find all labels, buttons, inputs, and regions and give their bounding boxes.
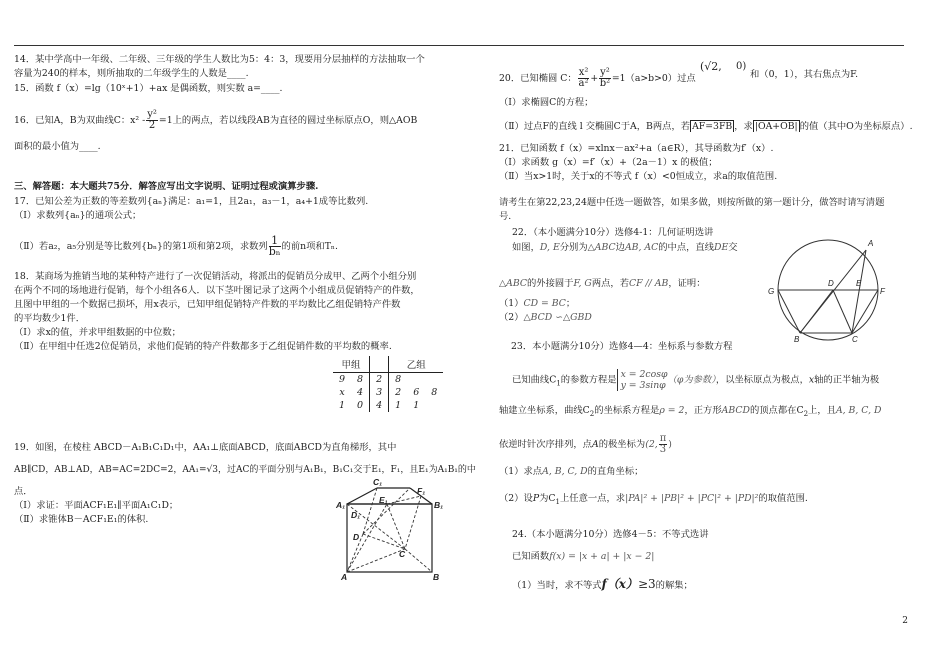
leaf: 8	[431, 387, 438, 398]
prism-edge	[347, 488, 377, 504]
line-gb	[778, 290, 800, 333]
question-20-part1: （Ⅰ）求椭圆C的方程；	[499, 97, 594, 108]
label-C: C	[399, 549, 406, 559]
question-14-cont: 容量为240的样本，则所抽取的二年级学生的人数是____.	[14, 68, 249, 79]
question-19-part1: （Ⅰ）求证：平面ACF₁E₁∥平面A₁C₁D；	[14, 500, 179, 511]
leaf: 1	[413, 400, 420, 411]
fraction-x2-a2: $\frac{\text{x²}}{\text{a²}}$	[578, 67, 589, 89]
leaf: 9	[339, 374, 346, 385]
stem: 3	[370, 386, 389, 399]
choice-note-cont: 号.	[499, 211, 512, 222]
question-16-cont: 面积的最小值为____.	[14, 141, 101, 152]
leaf: 4	[357, 387, 364, 398]
question-17: 17．已知公差为正数的等差数列{aₙ}满足：a₁=1，且2a₁，a₃－1，a₄+1成等比数列.	[14, 196, 369, 207]
question-19-line2: AB∥CD，AB⊥AD，AB=AC=2DC=2，AA₁=√3，过AC的平面分别与A₁B₁，B₁C₁交于E₁，F₁，且E₁为A₁B₁的中	[14, 465, 476, 475]
hidden-edge	[405, 549, 432, 572]
question-18: 18．某商场为推销当地的某种特产进行了一次促销活动，将派出的促销员分成甲、乙两个小组分别	[14, 271, 417, 282]
prism-figure	[335, 474, 445, 582]
vector-oa-ob: |OA+OB|	[754, 121, 798, 132]
point-sqrt2: (√2,	[700, 60, 722, 73]
question-21: 21．已知函数 f（x）=xlnx－ax²+a（a∈R），其导函数为f′（x）.	[499, 143, 774, 154]
label-C1: C₁	[373, 477, 383, 487]
label-G: G	[768, 287, 775, 296]
question-21-part2: （Ⅱ）当x>1时，关于x的不等式 f（x）<0恒成立，求a的取值范围.	[499, 171, 778, 182]
question-23-line2: 轴建立坐标系，曲线$C_2$的坐标系方程是ρ = 2，正方形ABCD的顶点都在$C_2$上，且A, B, C, D	[499, 405, 882, 418]
leaf: 8	[395, 374, 402, 385]
question-23-line1: 已知曲线$C_1$的参数方程是 x = 2cosφ y = 3sinφ （φ为参数），以坐标原点为极点，x轴的正半轴为极	[512, 369, 880, 391]
question-18-part1: （Ⅰ）求x的值，并求甲组数据的中位数；	[14, 327, 181, 338]
label-E: E	[856, 279, 862, 288]
question-18-line4: 的平均数少1件．	[14, 313, 85, 324]
point-zero: 0)	[736, 61, 747, 72]
question-16: 16．已知A，B为双曲线C：x² - $\frac{\text{y²}}{2}$ =1上的两点，若以线段AB为直径的圆过坐标原点O，则△AOB	[14, 109, 418, 131]
question-14: 14．某中学高中一年级、二年级、三年级的学生人数比为5：4：3，现要用分层抽样的方法抽取一个	[14, 54, 425, 65]
question-24: 24.（本小题满分10分）选修4－5：不等式选讲	[512, 529, 709, 540]
question-18-line2: 在两个不同的场地进行促销，每个小组各6人．以下茎叶图记录了这两个小组成员促销特产的件数，	[14, 285, 420, 296]
question-22-part2: （2）△BCD ∽△GBD	[499, 312, 592, 323]
label-A: A	[341, 572, 348, 582]
question-20-part2: （Ⅱ）过点F的直线 l 交椭圆C于A，B两点，若 AF=3FB ，求 |OA+OB| 的值（其中O为坐标原点）.	[499, 121, 913, 132]
stem: 4	[370, 399, 389, 412]
question-15: 15．函数 f（x）=lg（10ˣ+1）+ax 是偶函数，则实数 a=____.	[14, 83, 283, 94]
question-22: 22．（本小题满分10分）选修4-1：几何证明选讲	[512, 227, 714, 238]
question-23-part1: （1）求点A, B, C, D的直角坐标；	[499, 466, 644, 477]
stem: 2	[370, 373, 389, 387]
label-B: B	[794, 335, 800, 344]
question-24-part1: （1）当时，求不等式f（x）≥3的解集；	[512, 577, 693, 591]
line-db	[800, 290, 833, 333]
fraction-y2-over-2: $\frac{\text{y²}}{2}$	[147, 109, 157, 131]
question-22-line2: △ABC的外接圆于F, G两点，若CF // AB，证明：	[499, 278, 706, 289]
hidden-edge	[387, 496, 421, 504]
hidden-edge	[363, 534, 405, 549]
question-23: 23．本小题满分10分）选修4—4：坐标系与参数方程	[511, 341, 733, 352]
question-20-cont: 和（0，1），其右焦点为F.	[750, 69, 859, 80]
vector-af: AF=3FB	[692, 121, 733, 132]
leaf: x	[339, 387, 345, 398]
section-heading: 三、解答题：本大题共75分．解答应写出文字说明、证明过程或演算步骤.	[14, 181, 319, 192]
label-D: D	[828, 279, 834, 288]
label-D: D	[353, 532, 360, 542]
page-number: 2	[902, 616, 908, 626]
label-D1: D₁	[351, 510, 361, 520]
stem-head-right: 乙组	[389, 356, 444, 373]
question-21-part1: （Ⅰ）求函数 g（x）=f′（x）+（2a－1）x 的极值；	[499, 157, 718, 168]
question-18-part2: （Ⅱ）在甲组中任选2位促销员，求他们促销的特产件数都多于乙组促销件数的平均数的概率.	[14, 341, 392, 352]
question-17-part2: （Ⅱ）若a₂，a₅分别是等比数列{bₙ}的第1项和第2项，求数列 $\frac{1}{\text{bₙ}}$ 的前n项和Tₙ.	[14, 234, 338, 258]
label-C: C	[852, 335, 858, 344]
question-23-line3: 依逆时针次序排列，点A的极坐标为(2, $\frac{\pi}{3}$ )	[499, 433, 672, 455]
label-A: A	[868, 239, 874, 248]
hidden-edge	[347, 549, 405, 572]
label-B1: B₁	[434, 500, 444, 510]
label-E1: E₁	[379, 495, 388, 505]
choice-note: 请考生在第22,23,24题中任选一题做答，如果多做，则按所做的第一题计分，做答时请写清题	[499, 197, 885, 208]
question-19-line3: 点．	[14, 486, 33, 497]
leaf: 6	[413, 387, 420, 398]
top-rule	[14, 45, 904, 46]
label-F1: F₁	[417, 486, 426, 496]
label-B: B	[433, 572, 440, 582]
label-A1: A₁	[336, 500, 346, 510]
label-F: F	[880, 287, 885, 296]
question-18-line3: 且图中甲组的一个数据已损坏，用x表示，已知甲组促销特产件数的平均数比乙组促销特产件数	[14, 299, 401, 310]
question-24-line1: 已知函数f(x) = |x + a| + |x − 2|	[512, 551, 655, 562]
question-23-part2: （2）设P为$C_1$上任意一点，求|PA|² + |PB|² + |PC|² + |PD|²的取值范围.	[499, 493, 808, 506]
param-equations: x = 2cosφ y = 3sinφ	[617, 369, 668, 391]
circle-figure	[766, 232, 890, 344]
question-19: 19．如图，在棱柱 ABCD－A₁B₁C₁D₁中，AA₁⊥底面ABCD，底面ABCD为直角梯形，其中	[14, 442, 397, 453]
leaf: 8	[357, 374, 364, 385]
question-22-line1: 如图，D, E分别为△ABC边AB, AC的中点，直线DE交	[512, 242, 738, 253]
stem-head-left: 甲组	[333, 356, 370, 373]
leaf: 0	[357, 400, 364, 411]
question-17-part1: （Ⅰ）求数列{aₙ}的通项公式；	[14, 210, 142, 221]
question-22-part1: （1）CD = BC；	[499, 298, 576, 309]
fraction-y2-b2: $\frac{\text{y²}}{\text{b²}}$	[599, 67, 611, 89]
question-20: 20．已知椭圆 C： $\frac{\text{x²}}{\text{a²}}$ + $\frac{\text{y²}}{\text{b²}}$ =1（a>b>0）过点	[499, 67, 696, 89]
leaf: 1	[339, 400, 346, 411]
stem-leaf-plot	[333, 356, 443, 412]
leaf: 2	[395, 387, 402, 398]
line-dc	[833, 290, 852, 333]
leaf: 1	[395, 400, 402, 411]
question-19-part2: （Ⅱ）求锥体B－ACF₁E₁的体积.	[14, 514, 149, 525]
fraction-1-over-bn: $\frac{1}{\text{bₙ}}$	[268, 234, 281, 258]
